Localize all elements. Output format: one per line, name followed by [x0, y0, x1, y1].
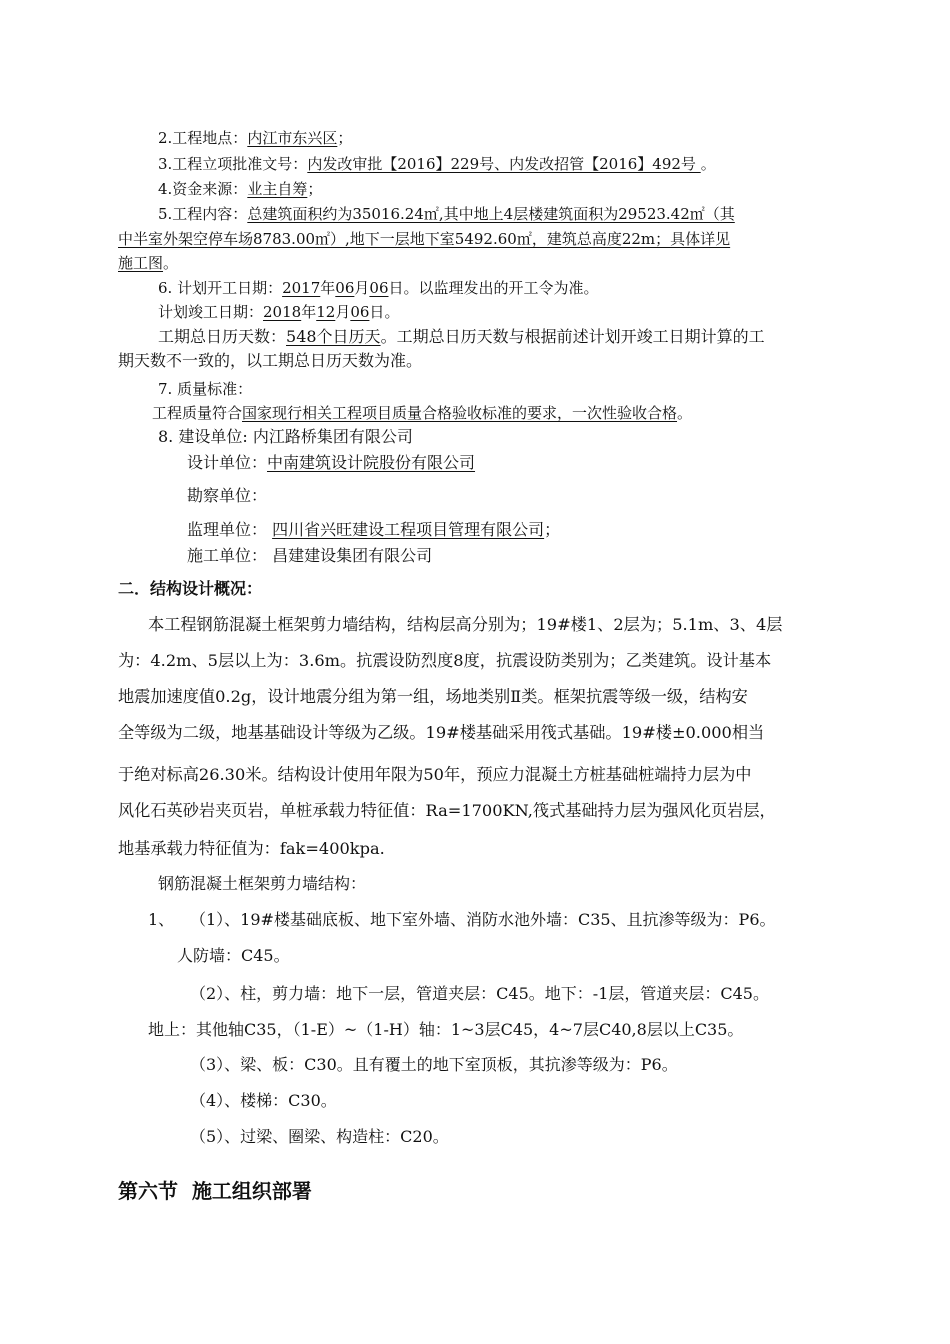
start-year-unit: 年: [320, 279, 336, 297]
survey-label: 勘察单位：: [187, 486, 268, 505]
end-year-unit: 年: [301, 303, 317, 321]
survey-unit: [187, 485, 267, 507]
quality-tail: 。: [677, 404, 693, 422]
item5: （5）、过梁、圈梁、构造柱：C20。: [190, 1127, 449, 1146]
approval-tail: 。: [700, 155, 716, 173]
item2-line1: （2）、柱，剪力墙：地下一层，管道夹层：C45。地下：-1层，管道夹层：C45。: [190, 984, 769, 1003]
designer-unit: [187, 452, 475, 474]
item4: （4）、楼梯：C30。: [190, 1091, 337, 1110]
start-month-unit: 月: [354, 279, 370, 297]
quality-standard: [152, 402, 692, 424]
content-line1: 总建筑面积约为35016.24㎡,其中地上4层楼建筑面积为29523.42㎡（其: [247, 205, 735, 223]
location-value: 内江市东兴区: [247, 129, 338, 147]
supervisor-value: 四川省兴旺建设工程项目管理有限公司: [272, 520, 545, 539]
funding-label: 4.资金来源：: [158, 180, 248, 198]
section6-title: 施工组织部署: [191, 1179, 312, 1203]
structure-heading: 二．结构设计概况：: [118, 579, 263, 598]
section6-heading: [118, 1178, 312, 1204]
supervisor-unit: [187, 519, 560, 541]
project-content-line3: [118, 252, 178, 274]
structure-sub-heading: 钢筋混凝土框架剪力墙结构：: [158, 874, 367, 893]
duration-note-line1: 。工期总日历天数与根据前述计划开竣工日期计算的工: [380, 327, 765, 346]
start-month: 06: [335, 279, 355, 297]
item2-line2: 地上：其他轴C35，（1-E）~（1-H）轴：1~3层C45，4~7层C40,8层以上C35。: [148, 1020, 744, 1039]
structure-para-line4: 全等级为二级，地基基础设计等级为乙级。19#楼基础采用筏式基础。19#楼±0.000相当: [118, 723, 765, 742]
structure-para-line6: 风化石英砂岩夹页岩，单桩承载力特征值：Ra=1700KN,筏式基础持力层为强风化页岩层，: [118, 801, 776, 820]
location-tail: ；: [337, 129, 353, 147]
content-label: 5.工程内容：: [158, 205, 248, 223]
duration-line1: [158, 326, 765, 348]
end-day: 06: [350, 303, 370, 321]
project-funding: [158, 178, 322, 200]
end-year: 2018: [263, 303, 302, 321]
start-day: 06: [369, 279, 389, 297]
quality-value: 国家现行相关工程项目质量合格验收标准的要求，一次性验收合格: [242, 404, 678, 422]
contractor-value: 昌建建设集团有限公司: [272, 546, 433, 565]
section6-number: 第六节: [118, 1179, 178, 1203]
end-day-unit: 日: [369, 303, 385, 321]
structure-para-line5: 于绝对标高26.30米。结构设计使用年限为50年，预应力混凝土方桩基础桩端持力层为中: [118, 765, 752, 784]
project-content-line2: 中半室外架空停车场8783.00㎡）,地下一层地下室5492.60㎡，建筑总高度22m；具体详见: [118, 230, 731, 248]
project-location: [158, 127, 352, 149]
end-month: 12: [316, 303, 336, 321]
designer-label: 设计单位：: [187, 453, 268, 472]
start-day-unit: 日: [388, 279, 404, 297]
approval-value: 内发改审批【2016】229号、内发改招管【2016】492号: [307, 155, 701, 173]
end-date-tail: 。: [384, 303, 400, 321]
structure-para-line1: 本工程钢筋混凝土框架剪力墙结构，结构层高分别为；19#楼1、2层为；5.1m、3、4层: [148, 615, 783, 634]
funding-value: 业主自筹: [247, 180, 308, 198]
item1-number: 1、: [148, 910, 175, 929]
start-year: 2017: [282, 279, 321, 297]
supervisor-tail: ；: [544, 520, 561, 539]
end-month-unit: 月: [335, 303, 351, 321]
duration-label: 工期总日历天数：: [158, 327, 287, 346]
contractor-unit: [187, 545, 432, 567]
start-date-label: 6. 计划开工日期：: [158, 279, 283, 297]
end-date: [158, 301, 399, 323]
content-line3: 施工图: [118, 254, 164, 272]
location-label: 2.工程地点：: [158, 129, 248, 147]
duration-value: 548个日历天: [286, 327, 381, 346]
end-date-label: 计划竣工日期：: [158, 303, 264, 321]
approval-label: 3.工程立项批准文号：: [158, 155, 308, 173]
item1-line2: 人防墙：C45。: [177, 946, 290, 965]
designer-value: 中南建筑设计院股份有限公司: [267, 453, 476, 472]
supervisor-label: 监理单位：: [187, 520, 268, 539]
quality-prefix: 工程质量符合: [152, 404, 243, 422]
owner-unit: [158, 426, 413, 448]
start-date-note: 。以监理发出的开工令为准。: [403, 279, 599, 297]
contractor-label: 施工单位：: [187, 546, 268, 565]
structure-para-line7: 地基承载力特征值为：fak=400kpa.: [118, 839, 385, 858]
start-date: [158, 277, 599, 299]
item3: （3）、梁、板：C30。且有覆土的地下室顶板，其抗渗等级为：P6。: [190, 1055, 678, 1074]
content-tail: 。: [163, 254, 179, 272]
owner-value: 内江路桥集团有限公司: [252, 427, 413, 446]
owner-label: 8. 建设单位:: [158, 427, 253, 446]
duration-note-line2: 期天数不一致的，以工期总日历天数为准。: [118, 351, 423, 370]
funding-tail: ；: [307, 180, 323, 198]
project-approval: [158, 153, 716, 175]
structure-para-line3: 地震加速度值0.2g，设计地震分组为第一组，场地类别Ⅱ类。框架抗震等级一级，结构安: [118, 687, 748, 706]
quality-label: 7. 质量标准：: [158, 380, 253, 398]
item1-line1: （1）、19#楼基础底板、地下室外墙、消防水池外墙：C35、且抗渗等级为：P6。: [190, 910, 776, 929]
project-content-line1: [158, 203, 735, 225]
structure-para-line2: 为：4.2m、5层以上为：3.6m。抗震设防烈度8度，抗震设防类别为；乙类建筑。设计基本: [118, 651, 772, 670]
